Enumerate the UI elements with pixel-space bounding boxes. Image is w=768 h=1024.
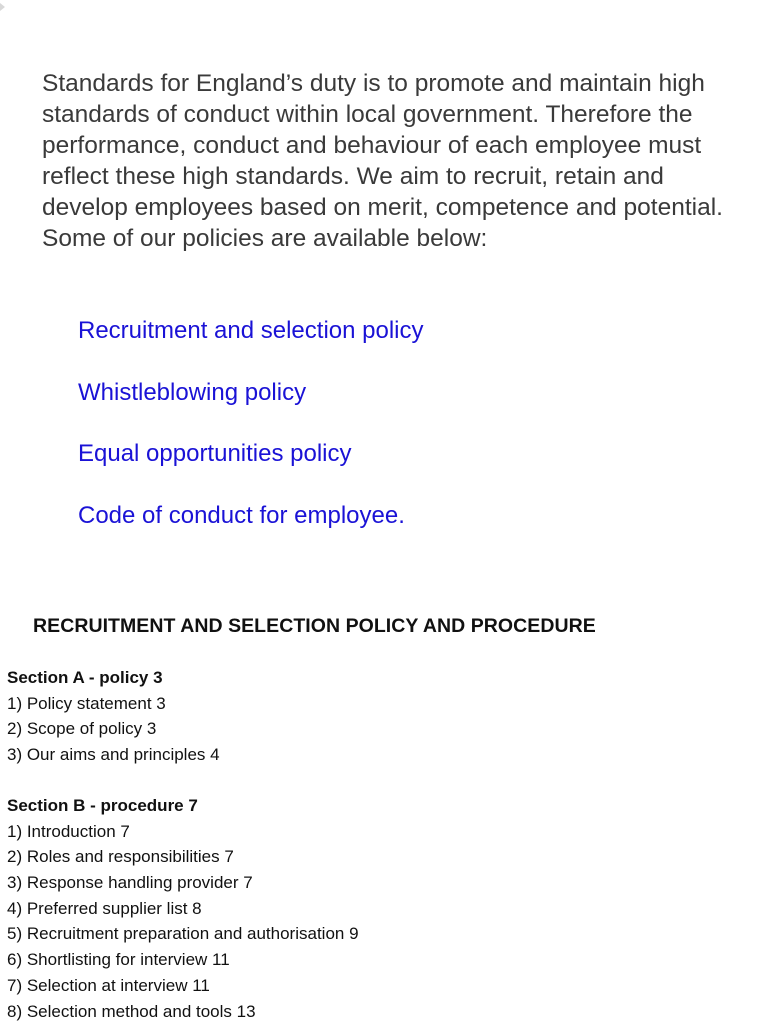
toc-section-a xyxy=(7,665,220,768)
policy-link-recruitment[interactable]: Recruitment and selection policy xyxy=(78,317,424,344)
policy-link-equal-opportunities[interactable]: Equal opportunities policy xyxy=(78,440,352,467)
toc-section-title: Section B - procedure 7 xyxy=(7,796,198,815)
policy-link-whistleblowing[interactable]: Whistleblowing policy xyxy=(78,378,307,406)
toc-item: 2) Roles and responsibilities 7 xyxy=(7,847,234,867)
policy-links-list xyxy=(78,312,424,558)
toc-section-b xyxy=(7,793,359,1024)
toc-item: 3) Our aims and principles 4 xyxy=(7,745,220,765)
corner-arrow-icon xyxy=(0,3,5,11)
document-heading: RECRUITMENT AND SELECTION POLICY AND PROCEDURE xyxy=(33,615,596,637)
toc-section-title: Section A - policy 3 xyxy=(7,668,163,687)
toc-item: 5) Recruitment preparation and authorisation 9 xyxy=(7,924,359,944)
intro-paragraph: Standards for England’s duty is to promote and maintain high standards of conduct within local government. Therefore the performance, conduct and behaviour of each employee must reflect these high standards. We aim to recruit, retain and develop employees based on merit, competence and potential. Some of our policies are available below: xyxy=(42,70,723,252)
toc-item: 8) Selection method and tools 13 xyxy=(7,1001,256,1021)
toc-item: 7) Selection at interview 11 xyxy=(7,975,210,995)
toc-item: 6) Shortlisting for interview 11 xyxy=(7,950,230,970)
toc-item: 1) Introduction 7 xyxy=(7,821,130,841)
toc-item: 1) Policy statement 3 xyxy=(7,693,166,713)
toc-item: 4) Preferred supplier list 8 xyxy=(7,898,202,918)
policy-link-item[interactable] xyxy=(78,497,424,559)
policy-link-item[interactable] xyxy=(78,435,424,497)
policy-link-item[interactable] xyxy=(78,374,424,436)
policy-link-code-of-conduct[interactable]: Code of conduct for employee. xyxy=(78,501,405,529)
toc-item: 3) Response handling provider 7 xyxy=(7,873,253,893)
toc-item: 2) Scope of policy 3 xyxy=(7,719,157,739)
policy-link-item[interactable] xyxy=(78,312,424,374)
